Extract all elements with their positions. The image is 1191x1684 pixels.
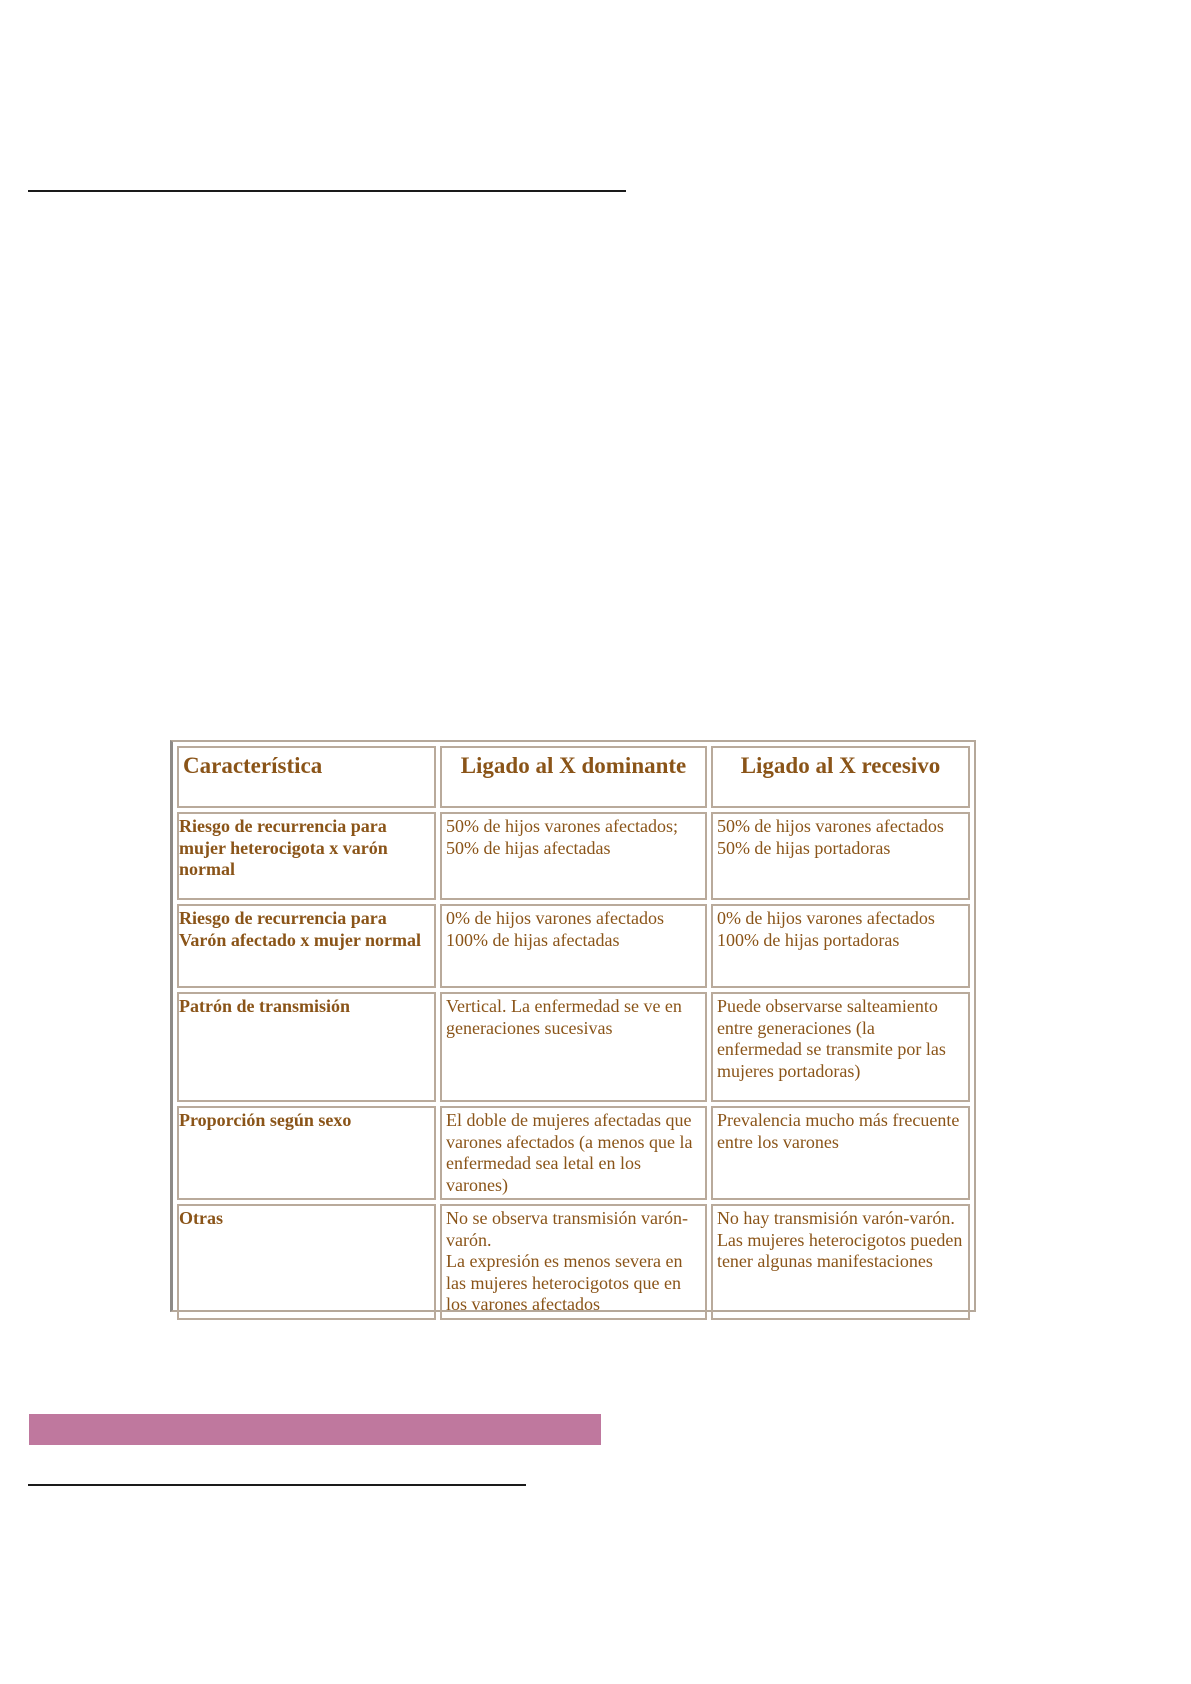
- cell-line: 50% de hijas portadoras: [716, 837, 891, 858]
- cell-line: No hay transmisión varón-varón.: [716, 1208, 955, 1228]
- header-dominante: Ligado al X dominante: [440, 746, 707, 808]
- cell-dominant: [440, 1204, 707, 1320]
- cell-recessive: [711, 1106, 970, 1200]
- row-label: Riesgo de recurrencia para Varón afectado x mujer normal: [177, 904, 436, 988]
- cell-recessive: [711, 812, 970, 900]
- cell-line: No se observa transmisión varón-varón.: [446, 1208, 688, 1250]
- cell-line: 0% de hijos varones afectados: [446, 908, 664, 928]
- cell-dominant: [440, 1106, 707, 1200]
- cell-line: Puede observarse salteamiento entre generaciones (la enfermedad se transmite por las mujeres portadoras): [716, 996, 946, 1081]
- cell-line: 0% de hijos varones afectados: [716, 908, 935, 928]
- row-label: Riesgo de recurrencia para mujer heterocigota x varón normal: [177, 812, 436, 900]
- cell-line: 100% de hijas afectadas: [446, 929, 620, 950]
- cell-line: Las mujeres heterocigotos pueden tener algunas manifestaciones: [716, 1229, 963, 1271]
- table-row: [177, 1204, 970, 1320]
- cell-line: Vertical. La enfermedad se ve en generaciones sucesivas: [446, 996, 682, 1038]
- cell-line: El doble de mujeres afectadas que varones afectados (a menos que la enfermedad sea letal en los varones): [446, 1110, 693, 1195]
- horizontal-rule-top: [28, 190, 626, 192]
- cell-dominant: [440, 992, 707, 1102]
- cell-line: 50% de hijos varones afectados;: [446, 816, 678, 836]
- cell-line: Prevalencia mucho más frecuente entre los varones: [716, 1110, 960, 1152]
- row-label: Patrón de transmisión: [177, 992, 436, 1102]
- table-row: [177, 812, 970, 900]
- inheritance-comparison-table: [170, 740, 976, 1312]
- table-row: [177, 904, 970, 988]
- table-row: [177, 992, 970, 1102]
- cell-line: 100% de hijas portadoras: [716, 929, 900, 950]
- row-label: Otras: [177, 1204, 436, 1320]
- cell-line: 50% de hijos varones afectados: [716, 816, 944, 836]
- table: [173, 742, 974, 1324]
- header-recesivo: Ligado al X recesivo: [711, 746, 970, 808]
- cell-dominant: [440, 812, 707, 900]
- cell-line: 50% de hijas afectadas: [446, 837, 611, 858]
- row-label: Proporción según sexo: [177, 1106, 436, 1200]
- cell-recessive: [711, 904, 970, 988]
- cell-recessive: [711, 992, 970, 1102]
- table-header-row: [177, 746, 970, 808]
- cell-line: La expresión es menos severa en las mujeres heterocigotos que en los varones afectados: [446, 1251, 683, 1314]
- highlight-band: [29, 1414, 601, 1445]
- cell-recessive: [711, 1204, 970, 1320]
- cell-dominant: [440, 904, 707, 988]
- table-row: [177, 1106, 970, 1200]
- horizontal-rule-bottom: [28, 1484, 526, 1486]
- header-caracteristica: Característica: [177, 746, 436, 808]
